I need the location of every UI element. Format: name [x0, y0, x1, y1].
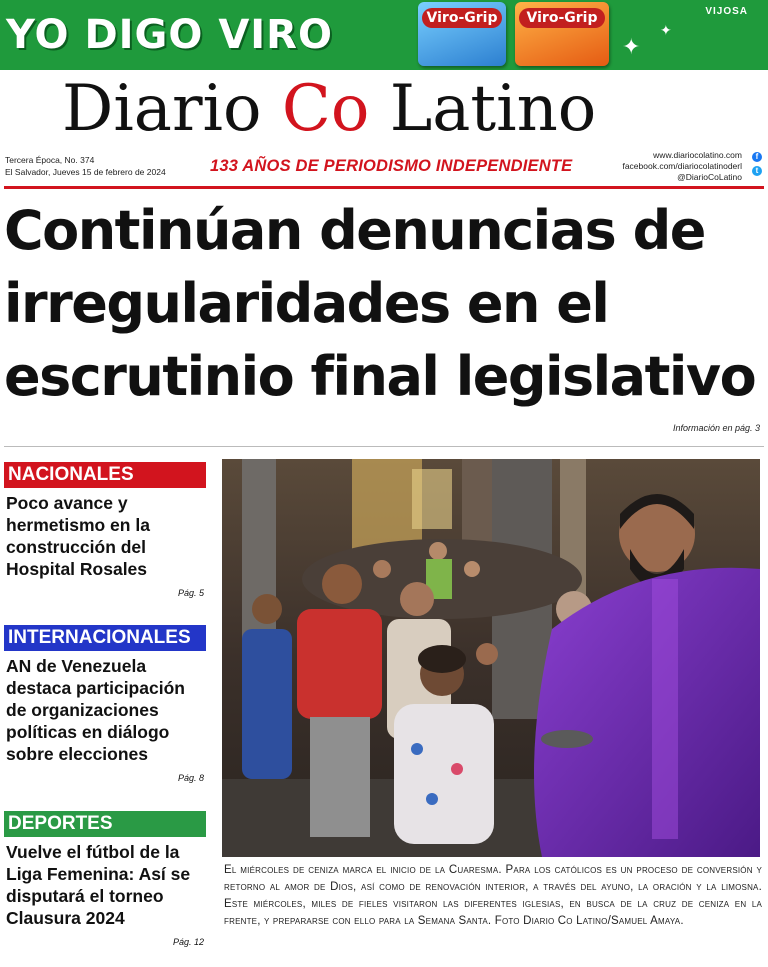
product-box-image [515, 2, 609, 66]
logo-text: Diario [62, 72, 282, 146]
section-label: INTERNACIONALES [4, 625, 206, 651]
edition-info [5, 154, 166, 178]
logo-text-co: Co [281, 72, 370, 146]
section-headline[interactable]: Vuelve el fútbol de la Liga Femenina: Así se disputará el torneo Clausura 2024 [6, 842, 191, 928]
divider [4, 446, 764, 447]
social-icons [750, 151, 766, 180]
ad-banner[interactable] [0, 0, 768, 70]
photo-caption: El miércoles de ceniza marca el inicio de la Cuaresma. Para los católicos es un proceso de conversión y retorno al amor de Dios, así como de renovación interior, a través del ayuno, la oración y la limosna. Este miércoles, miles de fieles visitaron las diferentes iglesias, en busca de la cruz de ceniza en la frente, y prepararse con ello para la Semana Santa. Foto Diario Co Latino/Samuel Amaya. [224, 864, 762, 927]
headline-page-ref: Información en pág. 3 [672, 423, 760, 433]
section-label: DEPORTES [4, 811, 206, 837]
section-deportes[interactable] [4, 811, 206, 947]
main-photo[interactable] [222, 459, 760, 857]
section-headline[interactable]: Poco avance y hermetismo en la construcción del Hospital Rosales [6, 493, 150, 579]
product-name: Viro-Grip [519, 8, 605, 28]
product-name: Viro-Grip [422, 8, 502, 28]
sparkle-icon: ✦ [660, 22, 672, 38]
ad-brand: VIJOSA [705, 6, 748, 17]
section-nacionales[interactable] [4, 462, 206, 598]
main-headline[interactable]: Continúan denuncias de irregularidades en el escrutinio final legislativo [4, 199, 756, 408]
contact-info [622, 150, 742, 183]
sparkle-icon: ✦ [622, 34, 641, 59]
facebook-icon[interactable]: f [752, 152, 762, 162]
facebook-link[interactable]: facebook.com/diariocolatinoderl [622, 161, 742, 171]
twitter-icon[interactable]: t [752, 166, 762, 176]
website-link[interactable]: www.diariocolatino.com [653, 150, 742, 160]
logo-text: Latino [369, 72, 597, 146]
tagline: 133 AÑOS DE PERIODISMO INDEPENDIENTE [210, 157, 573, 175]
dateline: El Salvador, Jueves 15 de febrero de 2024 [5, 167, 166, 177]
page-ref: Pág. 8 [177, 773, 204, 783]
product-box-image [418, 2, 506, 66]
page-ref: Pág. 12 [172, 937, 204, 947]
twitter-link[interactable]: @DiarioCoLatino [677, 172, 742, 182]
section-headline[interactable]: AN de Venezuela destaca participación de organizaciones políticas en diálogo sobre elecciones [6, 656, 185, 764]
section-label: NACIONALES [4, 462, 206, 488]
masthead [0, 70, 768, 148]
edition-number: Tercera Época, No. 374 [5, 155, 95, 165]
masthead-rule [4, 186, 764, 189]
section-internacionales[interactable] [4, 625, 206, 783]
newspaper-logo[interactable] [62, 70, 712, 148]
page-ref: Pág. 5 [177, 588, 204, 598]
ad-slogan: YO DIGO VIRO [6, 12, 333, 58]
